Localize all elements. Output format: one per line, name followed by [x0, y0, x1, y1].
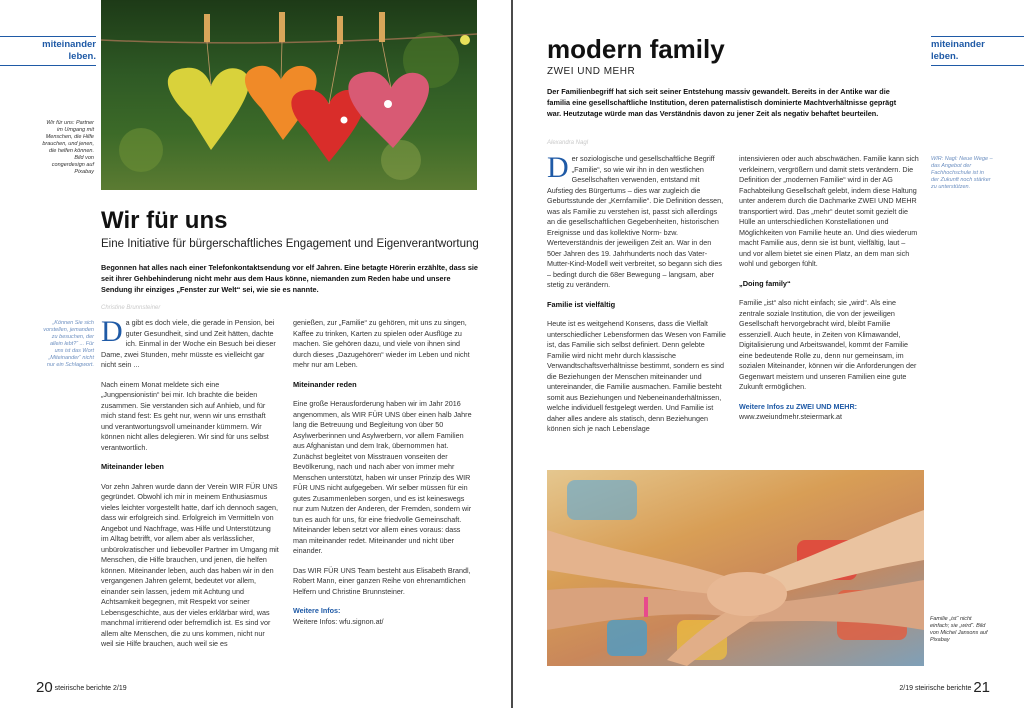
- column-1: [101, 315, 279, 659]
- subheading: Familie ist vielfältig: [547, 299, 616, 309]
- section-tag-line2: leben.: [931, 51, 959, 62]
- author: Christine Brunnsteiner: [101, 305, 161, 311]
- paragraph: Das WIR FÜR UNS Team besteht aus Elisabeth Brandl, Robert Mann, einer ganzen Reihe von ehrenamtlichen Helfern und Christine Brunnsteiner.: [293, 565, 471, 596]
- hands-illustration: [547, 470, 924, 666]
- left-page: [0, 0, 511, 708]
- more-info-link[interactable]: Weitere Infos: wfu.signon.at/: [293, 616, 384, 626]
- section-tag: [931, 34, 1024, 66]
- paragraph: Heute ist es weitgehend Konsens, dass die Vielfalt unterschiedlicher Lebensformen das Wesen von Familie ist, das Familie sich selbst definiert. Denn gelebte Familie wird nicht mehr durch klassische Verwandtschaftsverhältnisse bestimmt, sondern es sind die Beziehungen der Menschen miteinander und untereinander, die Familie ausmachen. Familie besteht somit aus Beziehungen und Nebeneinanderhältnissen, welche individuell festgelegt werden. Und Familie ist daher alles andere als statisch, denn Beziehungen können sich je nach Lebenslage: [547, 319, 726, 433]
- hearts-photo: [101, 0, 477, 190]
- footer-text: 2/19 steirische berichte: [899, 685, 972, 692]
- footer-left: [36, 679, 127, 696]
- side-blurb: „Können Sie sich vorstellen, jemanden zu besuchen, der allein lebt?“ ... Für uns ist das Wort „Miteinander“ nicht nur ein Schlagwort.: [43, 320, 94, 368]
- article-title: Wir für uns: [101, 207, 228, 234]
- paragraph: Vor zehn Jahren wurde dann der Verein WIR FÜR UNS gegründet. Obwohl ich mir in meinem Enthusiasmus vieles leichter vorgestellt hatte, darf ich dennoch sagen, dass wir erfolgreich sind. Erfolgreich im Vermitteln von Angebot und Nachfrage, was Hilfe und Unterstützung im Alltag betrifft, vor allem aber als verlässlicher, unbürokratischer und liebevoller Partner im Umgang mit Menschen, die Hilfe brauchen, und jenen, die helfen können. Miteinander leben, auch das haben wir in den vergangenen Jahren gelernt, bedeutet vor allem, einander sein lassen, jedem mit Achtung und Achtsamkeit begegnen, mit Respekt vor seiner Lebensgeschichte, aus der vieles erklärbar wird, was manchmal irritierend oder befremdlich ist. Es sind vor allem alte Menschen, die zu uns kommen, nicht nur weil sie Hilfe brauchen, auch weil sie es: [101, 481, 279, 648]
- section-tag-line1: miteinander: [42, 39, 96, 50]
- more-info-title: Weitere Infos:: [293, 606, 341, 615]
- paragraph: Eine große Herausforderung haben wir im Jahr 2016 angenommen, als WIR FÜR UNS über einen halb Jahre lang die Betreuung und Begleitung von über 50 Asylwerberinnen und Asylwerbern, vor allem Familien aus Afghanistan und dem Irak, übernommen hat. Zunächst begleitet von Misstrauen vonseiten der Bevölkerung, nach und nach aber von immer mehr Menschen unterstützt, haben wir unser Prinzip des WIR FÜR UNS nicht aufgegeben. Wir selber müssen für ein gutes Zusammenleben sorgen, und es ist keineswegs nur zum Nutzen der Anderen, der Fremden, sondern wir tun es auch für uns, für eine friedvolle Gemeinschaft. Miteinander leben setzt vor allem eines voraus: dass man miteinander redet. Miteinander und nicht über einander.: [293, 399, 472, 555]
- heart-pink: [348, 72, 429, 148]
- photo-caption: Familie „ist“ nicht einfach; sie „wird“. Bild von Michel Jansons auf Pixabay: [930, 616, 988, 643]
- footer-text: steirische berichte 2/19: [54, 685, 127, 692]
- more-info-link[interactable]: www.zweiundmehr.steiermark.at: [739, 412, 843, 421]
- page-number: 21: [973, 679, 990, 696]
- right-page: [513, 0, 1024, 708]
- side-blurb: WIR: Nagl: Neue Wege – das Angebot der Fachhochschule ist in der Zukunft noch stärker zu unterstützen.: [931, 156, 993, 190]
- article-title: modern family: [547, 34, 725, 64]
- hands-photo: [547, 470, 924, 666]
- article-subtitle: Eine Initiative für bürgerschaftliches Engagement und Eigenverantwortung: [101, 238, 479, 250]
- clothespin: [204, 14, 210, 42]
- paragraph: Nach einem Monat meldete sich eine „Jungpensionistin“ bei mir. Ich brachte die beiden zusammen. Sie verstanden sich auf Anhieb, und für mich stand fest: Es geht nur, wenn wir uns ernsthaft und verantwortungsvoll umeinander kümmern. Wir können nicht alles delegieren. Wir sind für uns selbst verantwortlich.: [101, 379, 269, 452]
- footer-right: [899, 679, 990, 696]
- paragraph: intensivieren oder auch abschwächen. Familie kann sich verkleinern, vergrößern und damit stets verändern. Die Definition der „modernen Familie“ wird in der AG Fachabteilung Gesellschaft gelebt, indem diese Haltung unter anderem durch die Dachmarke ZWEI UND MEHR transportiert wird. Das „mehr“ deutet somit gezielt die Hülle an unterschiedlichen Konstellationen und Möglichkeiten von Familie heute an. Und dies wiederum macht Familie aus, denn sie ist bunt, vielfältig, laut – und vor allem bietet sie einen Platz, an dem man sich wohl und geborgen fühlt.: [739, 154, 919, 268]
- subheading: Miteinander reden: [293, 379, 357, 389]
- heart-yellow: [168, 68, 249, 150]
- section-tag-line1: miteinander: [931, 39, 985, 50]
- hearts-illustration: [101, 0, 477, 190]
- clothespin: [279, 12, 285, 42]
- paragraph: er soziologische und gesellschaftliche Begriff „Familie“, so wie wir ihn in den westlichen Gesellschaften verwenden, entstand mit Aufstieg des Bürgertums – dies war zugleich die Geburtsstunde der „Kernfamilie“. Die Definition dessen, was als Familie zu verstehen ist, passt sich allerdings an die gesellschaftlichen Gegebenheiten, historischen Ereignisse und das kollektive Norm- bzw. Werteverständnis der jeweiligen Zeit an. War in den 50er Jahren des 19. Jahrhunderts noch das Vater-Mutter-Kind-Modell weit verbreitet, so begann sich dies – bedingt durch die 68er Bewegung – langsam, aber stetig zu verändern.: [547, 154, 724, 289]
- paragraph: a gibt es doch viele, die gerade in Pension, bei guter Gesundheit, sind und Zeit hätten, dachte ich. Einmal in der Woche ein Besuch bei dieser Dame, zwei Stunden, mehr müsste es vielleicht gar nicht sein ...: [101, 318, 276, 369]
- paragraph: Familie „ist“ also nicht einfach; sie „wird“. Als eine zentrale soziale Institution, die von der jeweiligen Gesellschaft hervorgebracht wird, bleibt Familie essenziell. Auch heute, in Zeiten von Klimawandel, Digitalisierung und Arbeitswandel, kommt der Familie eine bedeutende Rolle zu, denn nur gemeinsam, im sozialen Miteinander, können wir die Anforderungen der Gegenwart meistern und unseren Familien eine gute Zukunft ermöglichen.: [739, 298, 917, 391]
- clothespin: [337, 16, 343, 44]
- dropcap: D: [101, 315, 123, 348]
- subheading: „Doing family“: [739, 278, 791, 288]
- column-1: [547, 151, 727, 444]
- section-tag: [0, 34, 96, 66]
- section-tag-line2: leben.: [68, 51, 96, 62]
- clothespin: [379, 12, 385, 42]
- more-info-title: Weitere Infos zu ZWEI UND MEHR:: [739, 401, 858, 411]
- page-number: 20: [36, 679, 53, 696]
- subheading: Miteinander leben: [101, 462, 164, 471]
- article-lead: Begonnen hat alles nach einer Telefonkontaktsendung vor elf Jahren. Eine betagte Hörerin erzählte, dass sie seit ihrer Gehbehinderung nicht mehr aus dem Haus könne, niemanden zum Reden habe und unsere Sendung ihr einziges „Fenster zur Welt“ sei, wie sie es nannte.: [101, 263, 478, 294]
- column-2: [293, 318, 473, 627]
- column-2: [739, 154, 919, 423]
- paragraph: genießen, zur „Familie“ zu gehören, mit uns zu singen, Kaffee zu trinken, Karten zu spielen oder Ausflüge zu machen. Sie gehören dazu, und viele von ihnen sind durch dieses „Dazugehören“ wieder im Leben und nicht mehr nur am Leben.: [293, 318, 470, 369]
- article-subtitle: ZWEI UND MEHR: [547, 66, 636, 77]
- photo-caption: Wir für uns: Partner im Umgang mit Menschen, die Hilfe brauchen, und jenen, die helfen können. Bild von congerdesign auf Pixabay: [42, 120, 94, 175]
- author: Alexandra Nagl: [547, 140, 589, 146]
- dropcap: D: [547, 151, 569, 184]
- article-lead: Der Familienbegriff hat sich seit seiner Entstehung massiv gewandelt. Bereits in der Antike war die familia eine gesellschaftliche Institution, deren paternalistisch dominierte Machtverhältnisse geprägt war. Heutzutage würde man das Verständnis davon zu jener Zeit als negativ behaftet beurteilen.: [547, 87, 897, 118]
